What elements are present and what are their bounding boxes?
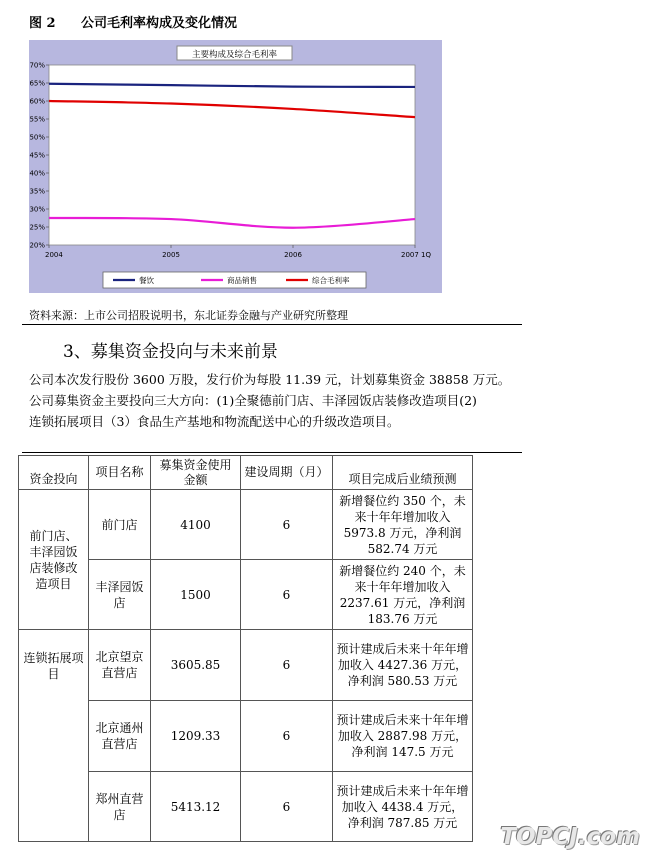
y-tick-label: 50% xyxy=(29,133,45,142)
watermark-logo: TOPCJ.com xyxy=(500,824,640,850)
divider-line xyxy=(22,324,522,325)
amount-cell: 4100 xyxy=(151,490,241,560)
y-tick-label: 65% xyxy=(29,79,45,88)
project-name-cell: 郑州直营店 xyxy=(89,772,151,842)
project-name-cell: 前门店 xyxy=(89,490,151,560)
amount-cell: 1209.33 xyxy=(151,701,241,772)
forecast-cell: 预计建成后未来十年年增加收入 2887.98 万元，净利润 147.5 万元 xyxy=(333,701,473,772)
project-name-cell: 北京通州直营店 xyxy=(89,701,151,772)
legend-label: 综合毛利率 xyxy=(312,276,350,285)
figure-number: 图 2 xyxy=(29,16,56,31)
amount-cell: 5413.12 xyxy=(151,772,241,842)
section-title: 3、募集资金投向与未来前景 xyxy=(63,342,278,362)
y-axis xyxy=(29,62,49,250)
line-chart xyxy=(29,40,442,293)
forecast-cell: 预计建成后未来十年年增加收入 4427.36 万元，净利润 580.53 万元 xyxy=(333,630,473,701)
figure-title: 公司毛利率构成及变化情况 xyxy=(81,16,238,31)
legend-label: 商品销售 xyxy=(227,276,257,285)
y-tick-label: 55% xyxy=(29,115,45,124)
table-top-rule xyxy=(22,452,522,453)
figure-header xyxy=(29,12,237,31)
header-forecast: 项目完成后业绩预测 xyxy=(333,456,473,490)
project-name-cell: 北京望京直营店 xyxy=(89,630,151,701)
forecast-cell: 新增餐位约 350 个，未来十年年增加收入 5973.8 万元，净利润 582.74 万元 xyxy=(333,490,473,560)
paragraph-3: 连锁拓展项目（3）食品生产基地和物流配送中心的升级改造项目。 xyxy=(29,414,400,429)
y-tick-label: 30% xyxy=(29,205,45,214)
y-tick-label: 60% xyxy=(29,97,45,106)
paragraph-2: 公司募集资金主要投向三大方向：(1)全聚德前门店、丰泽园饭店装修改造项目(2) xyxy=(29,393,477,408)
y-tick-label: 25% xyxy=(29,223,45,232)
header-direction: 资金投向 xyxy=(19,456,89,490)
period-cell: 6 xyxy=(241,772,333,842)
x-tick-label: 2006 xyxy=(284,251,302,259)
amount-cell: 3605.85 xyxy=(151,630,241,701)
y-tick-label: 35% xyxy=(29,187,45,196)
direction-cell: 前门店、丰泽园饭店装修改造项目 xyxy=(19,490,89,630)
chart-title: 主要构成及综合毛利率 xyxy=(191,50,278,60)
direction-cell: 连锁拓展项目 xyxy=(19,630,89,842)
project-name-cell: 丰泽园饭店 xyxy=(89,560,151,630)
y-tick-label: 45% xyxy=(29,151,45,160)
table-row xyxy=(19,630,473,701)
period-cell: 6 xyxy=(241,490,333,560)
investment-table xyxy=(18,455,473,842)
header-period: 建设周期（月） xyxy=(241,456,333,490)
x-tick-label: 2005 xyxy=(162,251,180,259)
paragraph-1: 公司本次发行股份 3600 万股，发行价为每股 11.39 元，计划募集资金 38858 万元。 xyxy=(29,372,511,387)
forecast-cell: 新增餐位约 240 个，未来十年年增加收入 2237.61 万元，净利润 183.76 万元 xyxy=(333,560,473,630)
forecast-cell: 预计建成后未来十年年增加收入 4438.4 万元，净利润 787.85 万元 xyxy=(333,772,473,842)
legend-items xyxy=(113,275,350,285)
table-header-row xyxy=(19,456,473,490)
y-tick-label: 20% xyxy=(29,241,45,250)
x-tick-label: 2007 1Q xyxy=(400,251,431,259)
x-axis xyxy=(45,245,431,259)
table-row xyxy=(19,490,473,560)
y-tick-label: 70% xyxy=(29,61,45,70)
chart-container xyxy=(29,40,442,293)
period-cell: 6 xyxy=(241,560,333,630)
amount-cell: 1500 xyxy=(151,560,241,630)
header-amount: 募集资金使用金额 xyxy=(151,456,241,490)
x-tick-label: 2004 xyxy=(45,251,63,259)
period-cell: 6 xyxy=(241,701,333,772)
legend-label: 餐饮 xyxy=(139,276,154,285)
header-project-name: 项目名称 xyxy=(89,456,151,490)
period-cell: 6 xyxy=(241,630,333,701)
source-note: 资料来源：上市公司招股说明书，东北证券金融与产业研究所整理 xyxy=(29,309,348,322)
y-tick-label: 40% xyxy=(29,169,45,178)
